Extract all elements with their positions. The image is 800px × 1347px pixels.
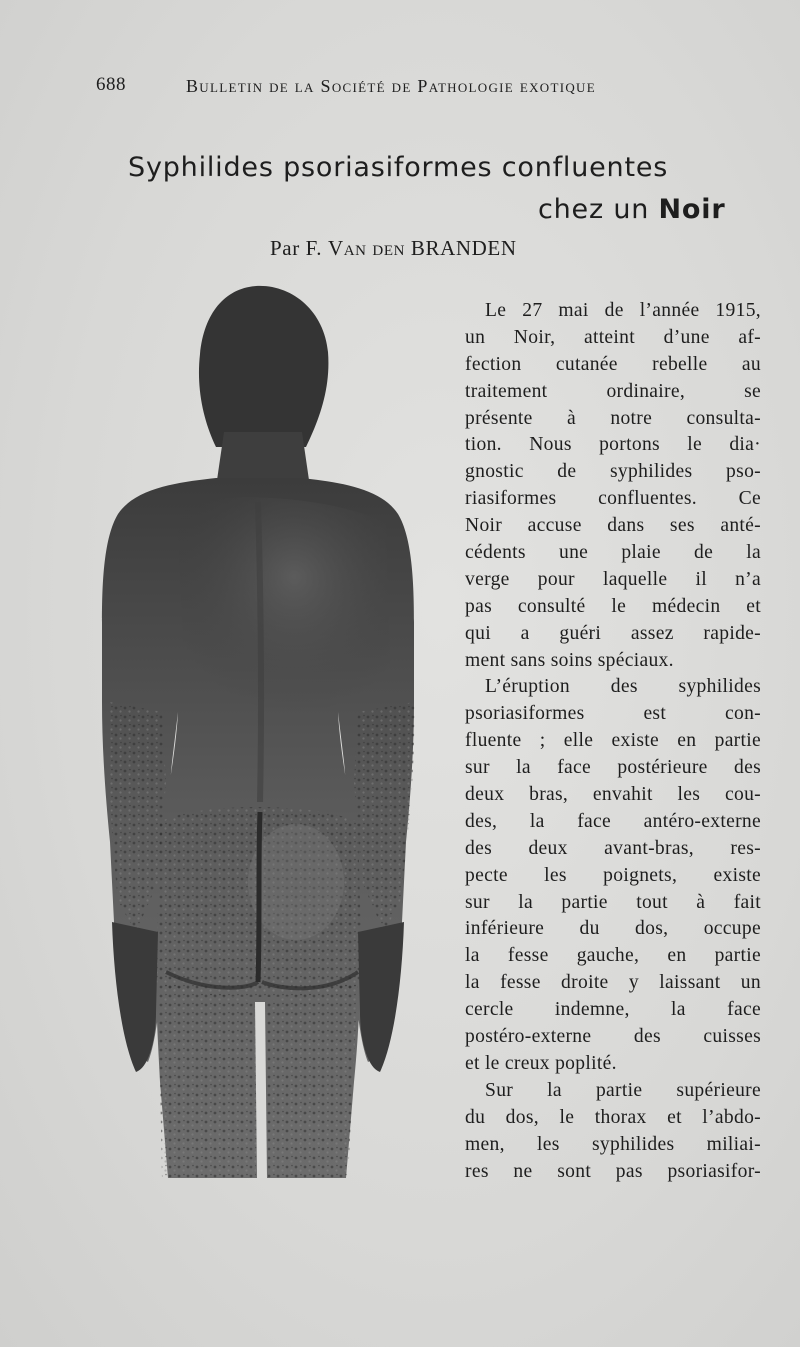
body-line: ment sans soins spéciaux.	[465, 649, 674, 671]
body-line: postéro-externe des cuisses	[465, 1026, 761, 1048]
author-byline	[270, 236, 517, 261]
body-line: sur la face postérieure des	[465, 757, 761, 779]
body-line: inférieure du dos, occupe	[465, 918, 761, 940]
title-line2-bold: Noir	[658, 194, 726, 225]
body-line: présente à notre consulta-	[465, 407, 761, 429]
body-line: psoriasiformes est con-	[465, 703, 761, 725]
body-line: du dos, le thorax et l’abdo-	[465, 1106, 761, 1128]
body-line: gnostic de syphilides pso-	[465, 461, 761, 483]
body-line: la fesse droite y laissant un	[465, 972, 761, 994]
body-line: deux bras, envahit les cou-	[465, 784, 761, 806]
gluteal-cleft	[258, 812, 260, 982]
body-line: fection cutanée rebelle au	[465, 353, 761, 375]
body-line: L’éruption des syphilides	[485, 676, 761, 698]
body-line: et le creux poplité.	[465, 1052, 617, 1074]
body-line: riasiformes confluentes. Ce	[465, 488, 761, 510]
article-body	[465, 298, 761, 1185]
patient-photograph	[96, 282, 432, 1178]
body-line: cédents une plaie de la	[465, 542, 761, 564]
body-line: Sur la partie supérieure	[485, 1079, 761, 1101]
body-line: pecte les poignets, existe	[465, 864, 761, 886]
body-line: un Noir, atteint d’une af-	[465, 326, 761, 348]
right-hand	[358, 922, 404, 1072]
article-title-line2	[538, 194, 725, 225]
body-line: cercle indemne, la face	[465, 999, 761, 1021]
page-number: 688	[96, 74, 126, 95]
body-line: pas consulté le médecin et	[465, 595, 761, 617]
body-line: res ne sont pas psoriasifor-	[465, 1160, 761, 1182]
article-title-line1: Syphilides psoriasiformes confluentes	[128, 152, 669, 183]
body-line: Le 27 mai de l’année 1915,	[485, 300, 761, 321]
patient-back-photo	[96, 282, 432, 1178]
body-line: des deux avant-bras, res-	[465, 837, 761, 859]
running-head	[96, 74, 716, 104]
body-line: verge pour laquelle il n’a	[465, 568, 761, 590]
byline-particle: Van den	[327, 236, 406, 260]
head	[199, 286, 328, 447]
body-line: des, la face antéro-externe	[465, 810, 761, 832]
body-line: fluente ; elle existe en partie	[465, 730, 761, 752]
body-line: qui a guéri assez rapide-	[465, 622, 761, 644]
body-line: traitement ordinaire, se	[465, 380, 761, 402]
body-line: sur la partie tout à fait	[465, 891, 761, 913]
byline-prefix: Par F.	[270, 236, 328, 260]
body-line: tion. Nous portons le dia·	[465, 434, 761, 456]
title-line2-text: chez un	[538, 194, 659, 225]
byline-surname: BRANDEN	[405, 236, 517, 260]
journal-name: Bulletin de la Société de Pathologie exotique	[186, 76, 596, 96]
body-line: men, les syphilides miliai-	[465, 1133, 761, 1155]
left-hand	[112, 922, 158, 1072]
spine-shadow	[258, 502, 261, 802]
body-line: la fesse gauche, en partie	[465, 945, 761, 967]
body-line: Noir accuse dans ses anté-	[465, 515, 761, 537]
